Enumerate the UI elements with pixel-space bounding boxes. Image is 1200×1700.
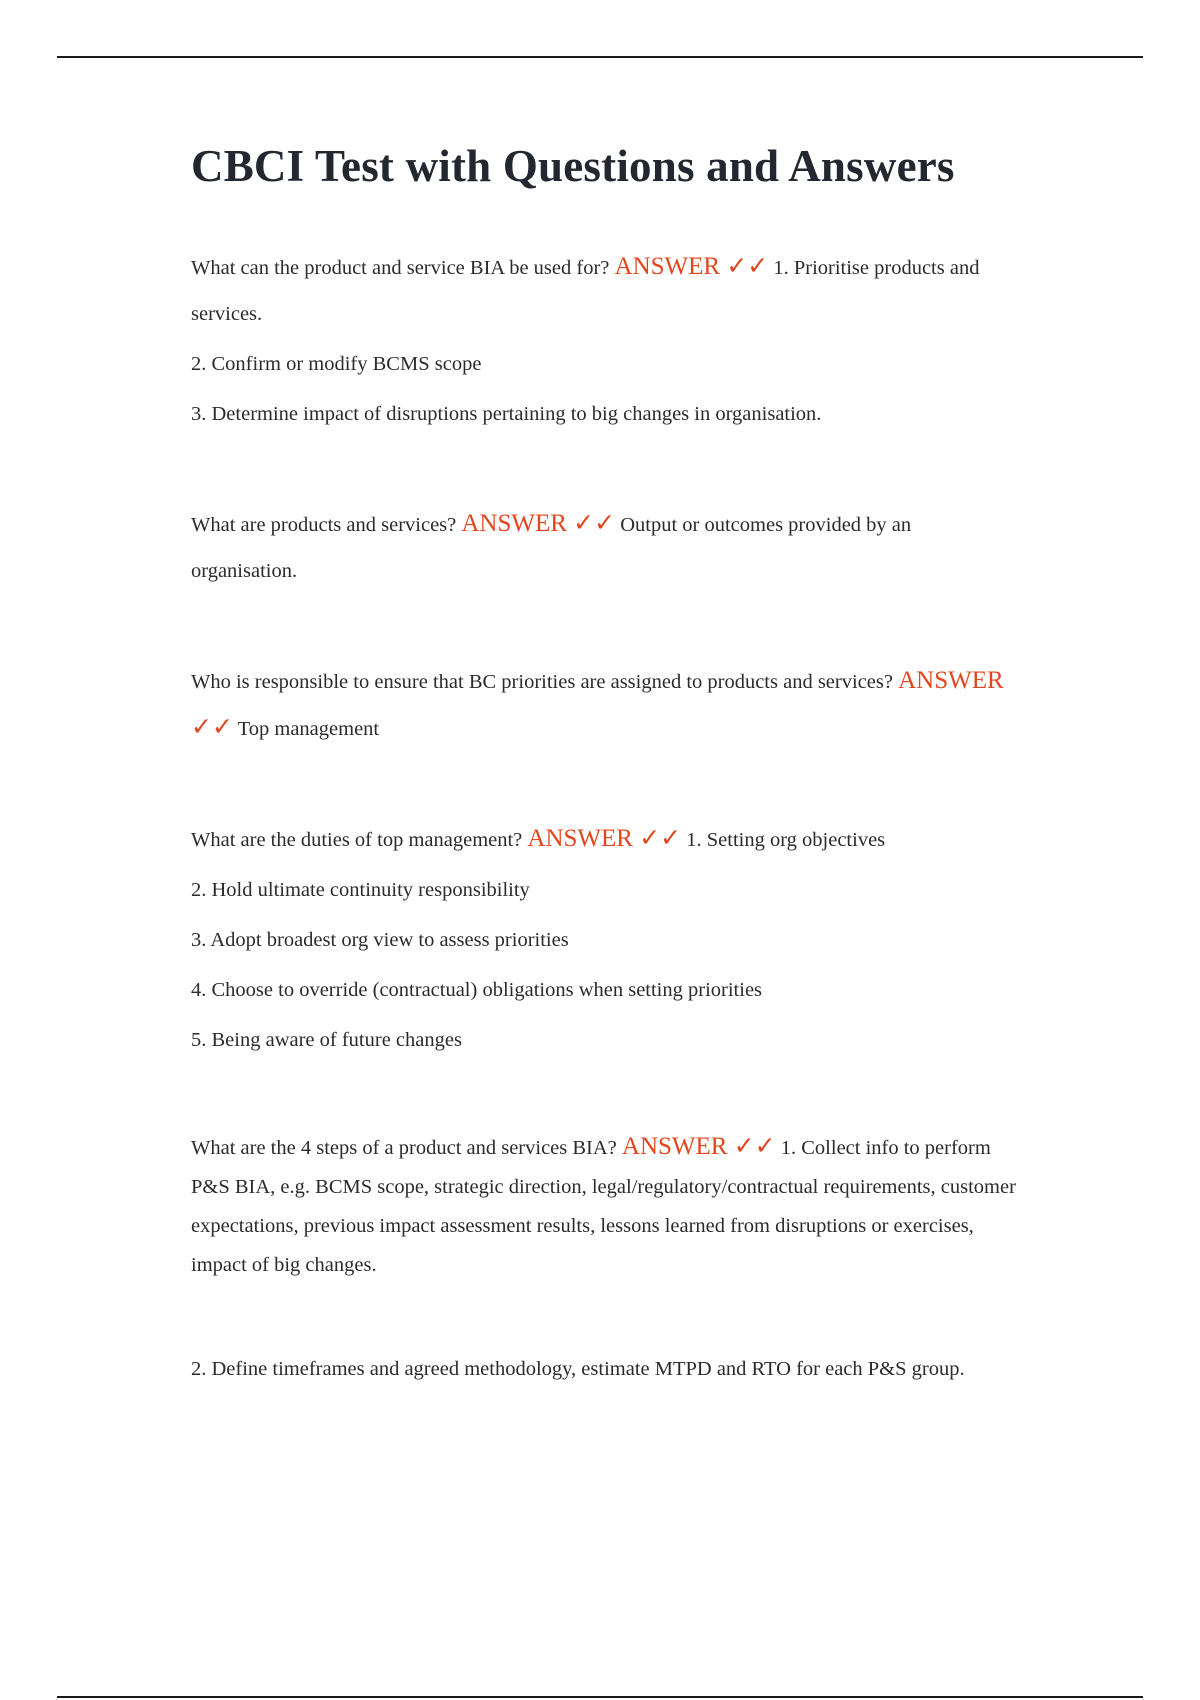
qa-item-2 — [191, 501, 1021, 594]
answer-list-item: 2. Hold ultimate continuity responsibility — [191, 879, 530, 901]
qa-paragraph — [191, 658, 1021, 752]
question-text: What are the 4 steps of a product and services BIA? — [191, 1137, 617, 1159]
answer-list-item: 4. Choose to override (contractual) obligations when setting priorities — [191, 979, 763, 1001]
question-text: What can the product and service BIA be used for? — [191, 257, 610, 279]
document-body — [191, 130, 1021, 1389]
qa-paragraph — [191, 1127, 1021, 1285]
answer-list-item: 5. Being aware of future changes — [191, 1029, 462, 1051]
qa-paragraph — [191, 244, 1021, 337]
answer-list-item: 2. Confirm or modify BCMS scope — [191, 353, 482, 375]
top-rule — [57, 56, 1143, 58]
answer-list-item: 3. Determine impact of disruptions pertaining to big changes in organisation. — [191, 403, 822, 425]
answer-marker: ANSWER ✓✓ — [614, 253, 769, 280]
answer-list-item: 3. Adopt broadest org view to assess priorities — [191, 929, 569, 951]
question-text: Who is responsible to ensure that BC priorities are assigned to products and services? — [191, 671, 893, 693]
answer-text: Top management — [237, 718, 380, 740]
answer-text: 1. Prioritise products and services. — [191, 257, 980, 325]
qa-item-3 — [191, 658, 1021, 752]
question-text: What are products and services? — [191, 514, 457, 536]
question-text: What are the duties of top management? — [191, 829, 523, 851]
answer-text: 1. Setting org objectives — [686, 829, 886, 851]
qa-item-4 — [191, 816, 1021, 1063]
qa-item-1 — [191, 244, 1021, 437]
answer-text: 1. Collect info to perform P&S BIA, e.g. BCMS scope, strategic direction, legal/regulatory/contractual requirements, customer expectations, previous impact assessment results, lessons learned from disruptions or exercises, impact of big changes. — [191, 1137, 1016, 1276]
qa-paragraph — [191, 816, 1021, 863]
answer-continuation: 2. Define timeframes and agreed methodology, estimate MTPD and RTO for each P&S group. — [191, 1358, 965, 1380]
qa-paragraph — [191, 501, 1021, 594]
answer-marker: ANSWER ✓✓ — [191, 667, 1004, 741]
page-title: CBCI Test with Questions and Answers — [191, 141, 955, 191]
bottom-rule — [57, 1696, 1143, 1698]
answer-marker: ANSWER ✓✓ — [461, 510, 616, 537]
answer-text: Output or outcomes provided by an organisation. — [191, 514, 912, 582]
answer-marker: ANSWER ✓✓ — [621, 1133, 776, 1160]
qa-item-5 — [191, 1127, 1021, 1285]
answer-marker: ANSWER ✓✓ — [527, 825, 682, 852]
